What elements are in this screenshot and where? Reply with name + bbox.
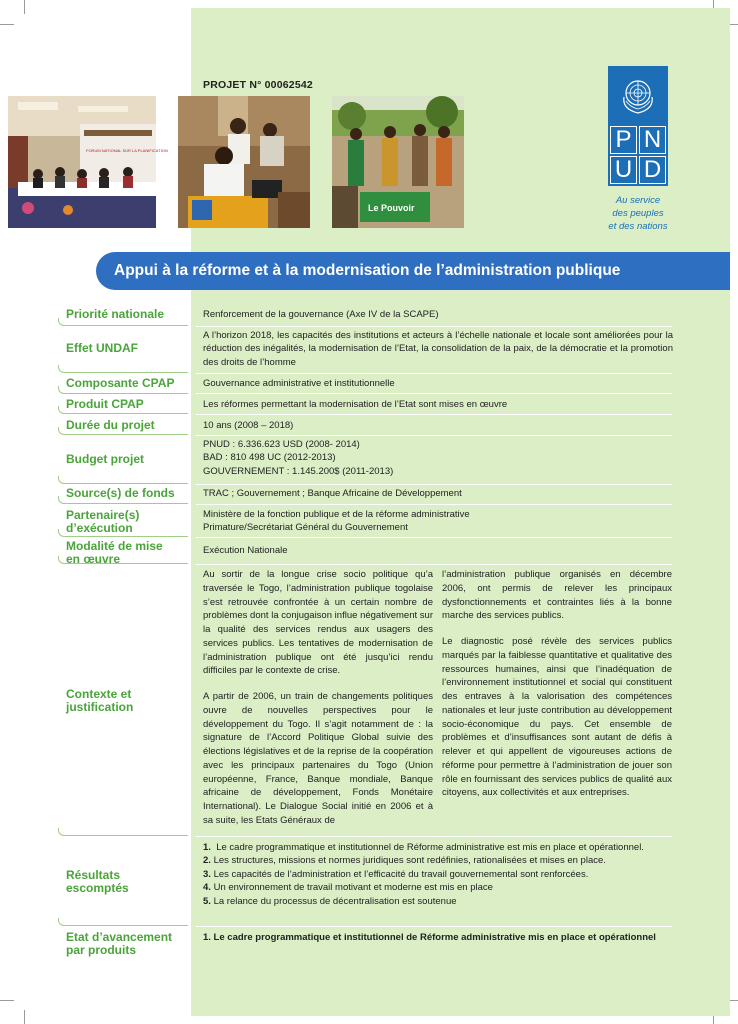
tagline-line: et des nations bbox=[608, 220, 668, 232]
budget-line: GOUVERNEMENT : 1.145.200$ (2011-2013) bbox=[203, 465, 394, 477]
women-sewing-photo bbox=[178, 96, 310, 228]
result-text: La relance du processus de décentralisation est soutenue bbox=[213, 895, 457, 907]
label-etat bbox=[66, 931, 172, 957]
contexte-paragraph: Au sortir de la longue crise socio politique qu’a traversée le Togo, l’administration publique togolaise s’est retrouvée confrontée à un certain nombre de problèmes dont la conjugaison influe négativement sur la qualité des services rendus aux usagers des services publics. Les tentatives de modernisation de l’administration publique ont été jusqu’ici rendu difficiles par le contexte de crise. bbox=[203, 569, 433, 677]
result-item bbox=[203, 841, 673, 854]
partner-line: Primature/Secrétariat Général du Gouvernement bbox=[203, 522, 408, 534]
result-number: 5. bbox=[203, 895, 211, 907]
budget-line: BAD : 810 498 UC (2012-2013) bbox=[203, 452, 336, 464]
label-priorite: Priorité nationale bbox=[66, 307, 165, 321]
budget-line: PNUD : 6.336.623 USD (2008- 2014) bbox=[203, 439, 360, 450]
crop-mark bbox=[24, 1010, 25, 1024]
banner-sign-text: FORUM NATIONAL SUR LA PLANIFICATION bbox=[86, 148, 168, 153]
pnud-letters bbox=[608, 124, 668, 186]
label-bracket bbox=[58, 476, 188, 484]
outdoor-group-photo bbox=[332, 96, 464, 228]
logo-letter: N bbox=[639, 126, 666, 154]
tagline-line: des peuples bbox=[612, 207, 664, 219]
pnud-logo bbox=[608, 66, 668, 186]
label-bracket bbox=[58, 318, 188, 326]
value-sources: TRAC ; Gouvernement ; Banque Africaine de Développement bbox=[203, 488, 462, 499]
label-contexte bbox=[66, 688, 133, 714]
title-banner bbox=[96, 252, 730, 290]
row-separator bbox=[196, 435, 672, 436]
row-separator bbox=[196, 326, 672, 327]
tagline-line: Au service bbox=[615, 195, 661, 206]
un-emblem-icon bbox=[608, 66, 668, 124]
contexte-paragraph: A partir de 2006, un train de changements politiques ouvre de nouvelles perspectives pour le développement du Togo. Il s’agit notamment de : la signature de l’Accord Politique Global suivie des élections législatives et de la reprise de la coopération avec les principaux partenaires du Togo (Union européenne, France, Banque mondiale, Banque africaine de développement, Fonds Monétaire International). Le Dialogue Social initié en 2006 et à sa suite, les Etats Généraux de bbox=[203, 691, 433, 827]
row-separator bbox=[196, 504, 672, 505]
value-priorite: Renforcement de la gouvernance (Axe IV de la SCAPE) bbox=[203, 309, 439, 320]
label-line: justification bbox=[66, 700, 134, 715]
logo-tagline bbox=[590, 195, 686, 233]
row-separator bbox=[196, 537, 672, 538]
label-line: en œuvre bbox=[66, 552, 121, 567]
logo-letter: D bbox=[639, 156, 666, 184]
label-produit: Produit CPAP bbox=[66, 397, 144, 411]
result-number: 2. bbox=[203, 855, 211, 867]
row-separator bbox=[196, 484, 672, 485]
project-number: PROJET N° 00062542 bbox=[203, 79, 313, 91]
result-item bbox=[203, 881, 673, 894]
row-separator bbox=[196, 926, 672, 927]
label-line: Contexte et bbox=[66, 687, 132, 701]
value-duree: 10 ans (2008 – 2018) bbox=[203, 420, 294, 431]
label-bracket bbox=[58, 496, 188, 504]
label-sources: Source(s) de fonds bbox=[66, 486, 175, 500]
label-composante: Composante CPAP bbox=[66, 376, 175, 390]
logo-letter: P bbox=[610, 126, 637, 154]
crop-mark bbox=[24, 0, 25, 14]
value-composante: Gouvernance administrative et institutionnelle bbox=[203, 378, 395, 389]
value-modalite: Exécution Nationale bbox=[203, 545, 288, 556]
contexte-right-column bbox=[442, 568, 672, 812]
label-bracket bbox=[58, 365, 188, 373]
result-text: Le cadre programmatique et institutionnel de Réforme administrative est mis en place et opérationnel. bbox=[216, 842, 644, 853]
label-bracket bbox=[58, 386, 188, 394]
result-text: Les structures, missions et normes juridiques sont redéfinies, rationalisées et mises en place. bbox=[213, 855, 606, 867]
contexte-left-column bbox=[203, 568, 433, 840]
label-bracket bbox=[58, 406, 188, 414]
label-effet: Effet UNDAF bbox=[66, 341, 138, 355]
label-line: Partenaire(s) bbox=[66, 508, 140, 522]
row-separator bbox=[196, 373, 672, 374]
label-line: Etat d’avancement bbox=[66, 930, 173, 944]
row-separator bbox=[196, 564, 672, 565]
label-bracket bbox=[58, 556, 188, 564]
machine-sign-text: Le Pouvoir bbox=[368, 203, 415, 213]
result-number: 1. bbox=[203, 842, 211, 853]
conference-photo bbox=[8, 96, 168, 228]
partner-line: Ministère de la fonction publique et de la réforme administrative bbox=[203, 509, 470, 520]
result-text: Un environnement de travail motivant et moderne est mis en place bbox=[213, 882, 493, 894]
value-etat: 1. Le cadre programmatique et institutionnel de Réforme administrative mis en place et opérationnel bbox=[203, 932, 656, 943]
label-bracket bbox=[58, 918, 188, 926]
logo-letter: U bbox=[610, 156, 637, 184]
crop-mark bbox=[0, 24, 14, 25]
label-bracket bbox=[58, 427, 188, 435]
contexte-paragraph: l’administration publique organisés en décembre 2006, ont permis de relever les principaux dysfonctionnements et contraintes liés à la bonne marche des services publics. bbox=[442, 569, 672, 622]
result-item bbox=[203, 854, 673, 867]
value-produit: Les réformes permettant la modernisation de l’Etat sont mises en œuvre bbox=[203, 399, 508, 410]
label-line: par produits bbox=[66, 943, 137, 958]
label-line: escomptés bbox=[66, 881, 129, 896]
result-text: Les capacités de l’administration et l’efficacité du travail gouvernemental sont renforcées. bbox=[213, 868, 589, 880]
label-bracket bbox=[58, 828, 188, 836]
crop-mark bbox=[0, 1000, 14, 1001]
row-separator bbox=[196, 393, 672, 394]
result-number: 3. bbox=[203, 868, 211, 880]
value-budget bbox=[203, 438, 673, 478]
results-list bbox=[203, 841, 673, 908]
label-line: Modalité de mise bbox=[66, 539, 163, 553]
label-bracket bbox=[58, 529, 188, 537]
label-line: d’exécution bbox=[66, 521, 133, 536]
label-line: Résultats bbox=[66, 868, 121, 882]
result-item bbox=[203, 868, 673, 881]
document-title: Appui à la réforme et à la modernisation de l’administration publique bbox=[114, 262, 621, 279]
label-budget: Budget projet bbox=[66, 452, 144, 466]
row-separator bbox=[196, 414, 672, 415]
result-item bbox=[203, 895, 673, 908]
value-effet: A l’horizon 2018, les capacités des institutions et acteurs à l’échelle nationale et locale sont améliorées pour la réduction des inégalités, la modernisation de l’Etat, la consolidation de la paix, de la démocratie et la promotion des droits de l’homme bbox=[203, 330, 673, 368]
value-partenaires bbox=[203, 508, 673, 535]
label-resultats bbox=[66, 869, 129, 895]
label-duree: Durée du projet bbox=[66, 418, 155, 432]
result-number: 4. bbox=[203, 882, 211, 894]
contexte-paragraph: Le diagnostic posé révèle des services publics marqués par la faiblesse quantitative et qualitative des ressources humaines, ainsi que l’inadéquation de l’environnement institutionnel et social qui constituent des entraves à la valorisation des compétences nationales et leur juste contribution au développement socio-économique du pays. Cet ensemble de problèmes et d’insuffisances sont autant de défis à relever et qui appellent de vigoureuses actions de réforme pour permettre à l’administration de jouer son rôle en fournissant des services publics de qualité aux citoyens, aux collectivités et aux entreprises. bbox=[442, 636, 672, 799]
